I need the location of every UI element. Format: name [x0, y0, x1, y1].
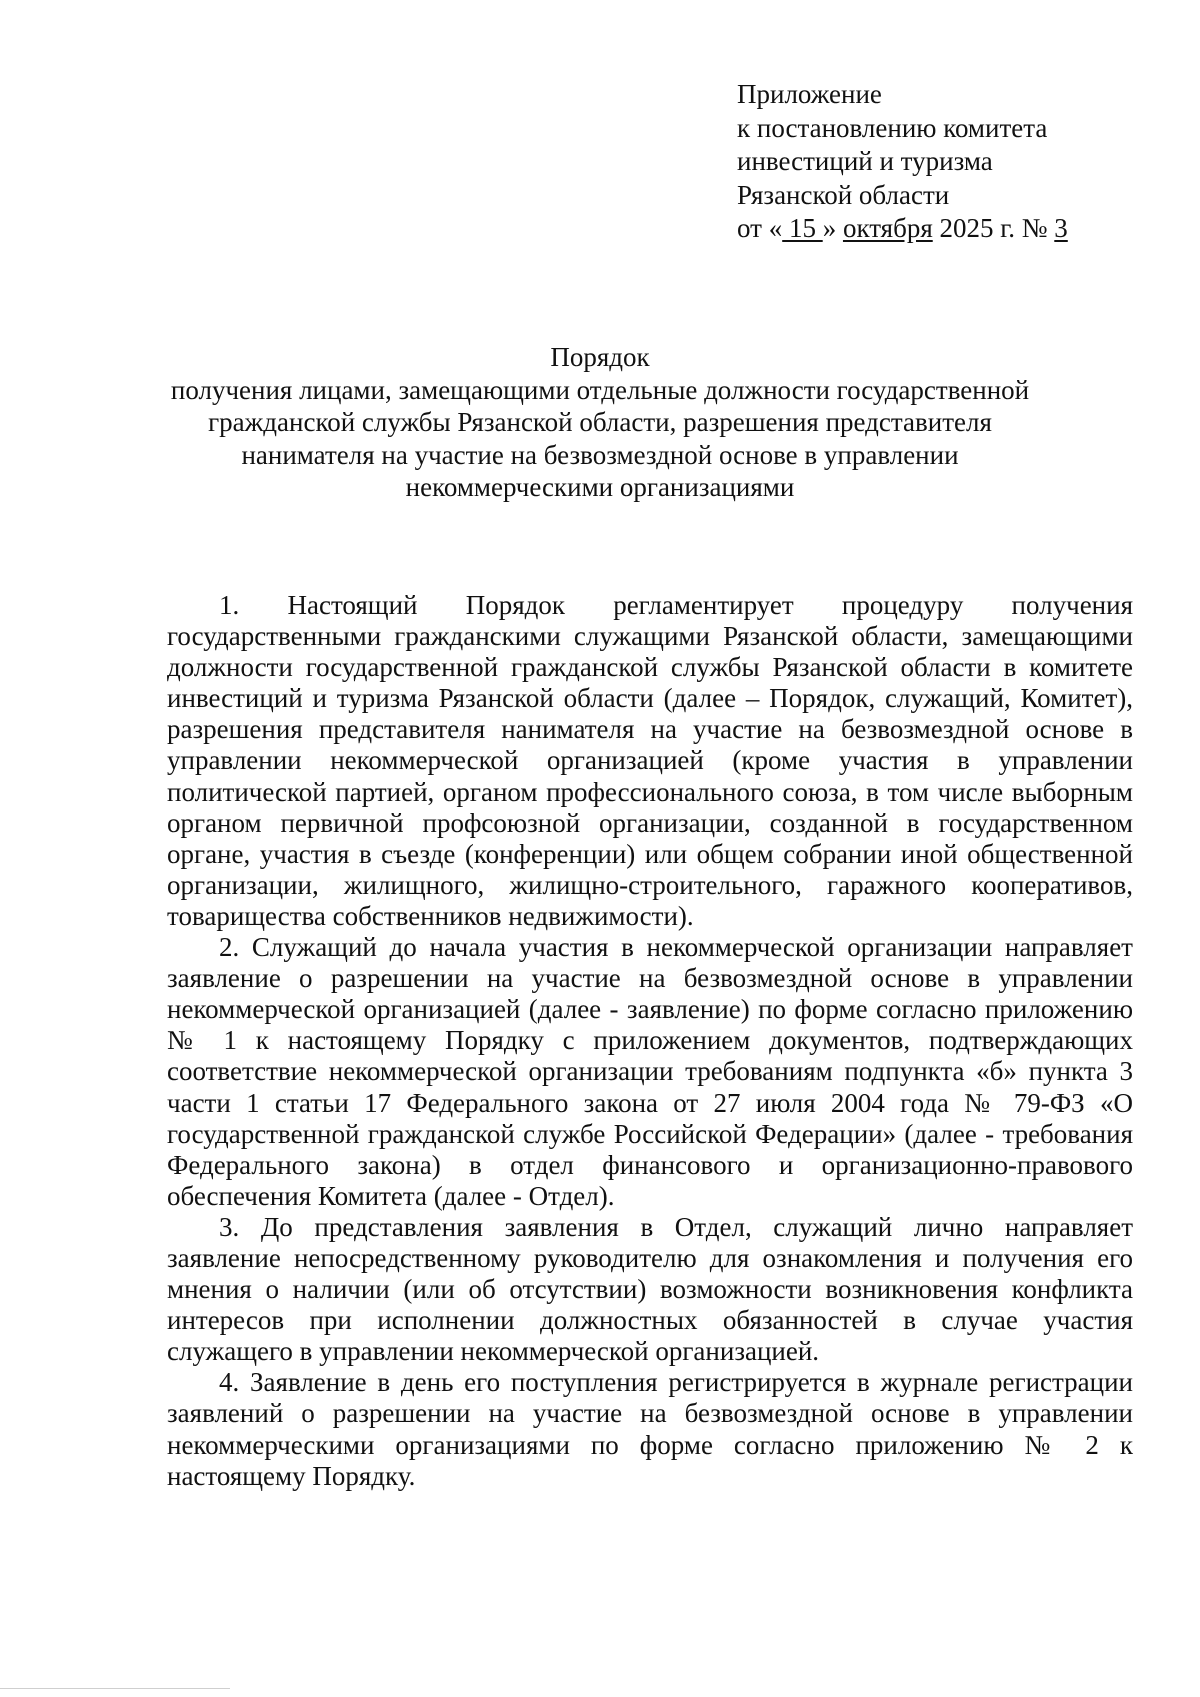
scan-edge-line: [0, 1688, 230, 1689]
document-body: [167, 590, 1133, 1492]
date-day: 15: [782, 213, 823, 243]
title-line: получения лицами, замещающими отдельные должности государственной: [170, 374, 1030, 405]
document-title: [150, 341, 1050, 504]
paragraph-4: 4. Заявление в день его поступления регистрируется в журнале регистрации заявлений о разрешении на участие на безвозмездной основе в управлении некоммерческими организациями по форме согласно приложению № 2 к настоящему Порядку.: [167, 1367, 1133, 1491]
appendix-block: [737, 78, 1137, 246]
date-prefix: от «: [737, 213, 783, 243]
paragraph-3: 3. До представления заявления в Отдел, служащий лично направляет заявление непосредственному руководителю для ознакомления и получения его мнения о наличии (или об отсутствии) возможности возникновения конфликта интересов при исполнении должностных обязанностей в случае участия служащего в управлении некоммерческой организацией.: [167, 1211, 1133, 1367]
title-line: нанимателя на участие на безвозмездной основе в управлении: [241, 439, 959, 470]
paragraph-1: 1. Настоящий Порядок регламентирует процедуру получения государственными гражданскими служащими Рязанской области, замещающими должности государственной гражданской службы Рязанской области в комитете инвестиций и туризма Рязанской области (далее – Порядок, служащий, Комитет), разрешения представителя нанимателя на участие на безвозмездной основе в управлении некоммерческой организацией (кроме участия в управлении политической партией, органом профессионального союза, в том числе выборным органом первичной профсоюзной организации, созданной в государственном органе, участия в съезде (конференции) или общем собрании иной общественной организации, жилищного, жилищно-строительного, гаражного кооперативов, товарищества собственников недвижимости).: [167, 590, 1133, 931]
appendix-line: инвестиций и туризма: [737, 146, 993, 176]
title-line: некоммерческими организациями: [405, 472, 795, 502]
title-heading: Порядок: [550, 342, 650, 372]
appendix-title: Приложение: [737, 79, 882, 109]
date-month: октября: [842, 213, 933, 243]
appendix-line: Рязанской области: [737, 179, 950, 210]
date-suffix: 2025 г. №: [932, 213, 1055, 243]
date-mid: »: [822, 213, 843, 243]
decree-number: 3: [1054, 213, 1068, 243]
paragraph-2: 2. Служащий до начала участия в некоммерческой организации направляет заявление о разрешении на участие на безвозмездной основе в управлении некоммерческой организацией (далее - заявление) по форме согласно приложению № 1 к настоящему Порядку с приложением документов, подтверждающих соответствие некоммерческой организации требованиям подпункта «б» пункта 3 части 1 статьи 17 Федерального закона от 27 июля 2004 года № 79-ФЗ «О государственной гражданской службе Российской Федерации» (далее - требования Федерального закона) в отдел финансового и организационно-правового обеспечения Комитета (далее - Отдел).: [167, 932, 1133, 1211]
title-line: гражданской службы Рязанской области, разрешения представителя: [208, 407, 992, 437]
appendix-line: к постановлению комитета: [737, 112, 1048, 143]
appendix-date: [737, 212, 1137, 246]
